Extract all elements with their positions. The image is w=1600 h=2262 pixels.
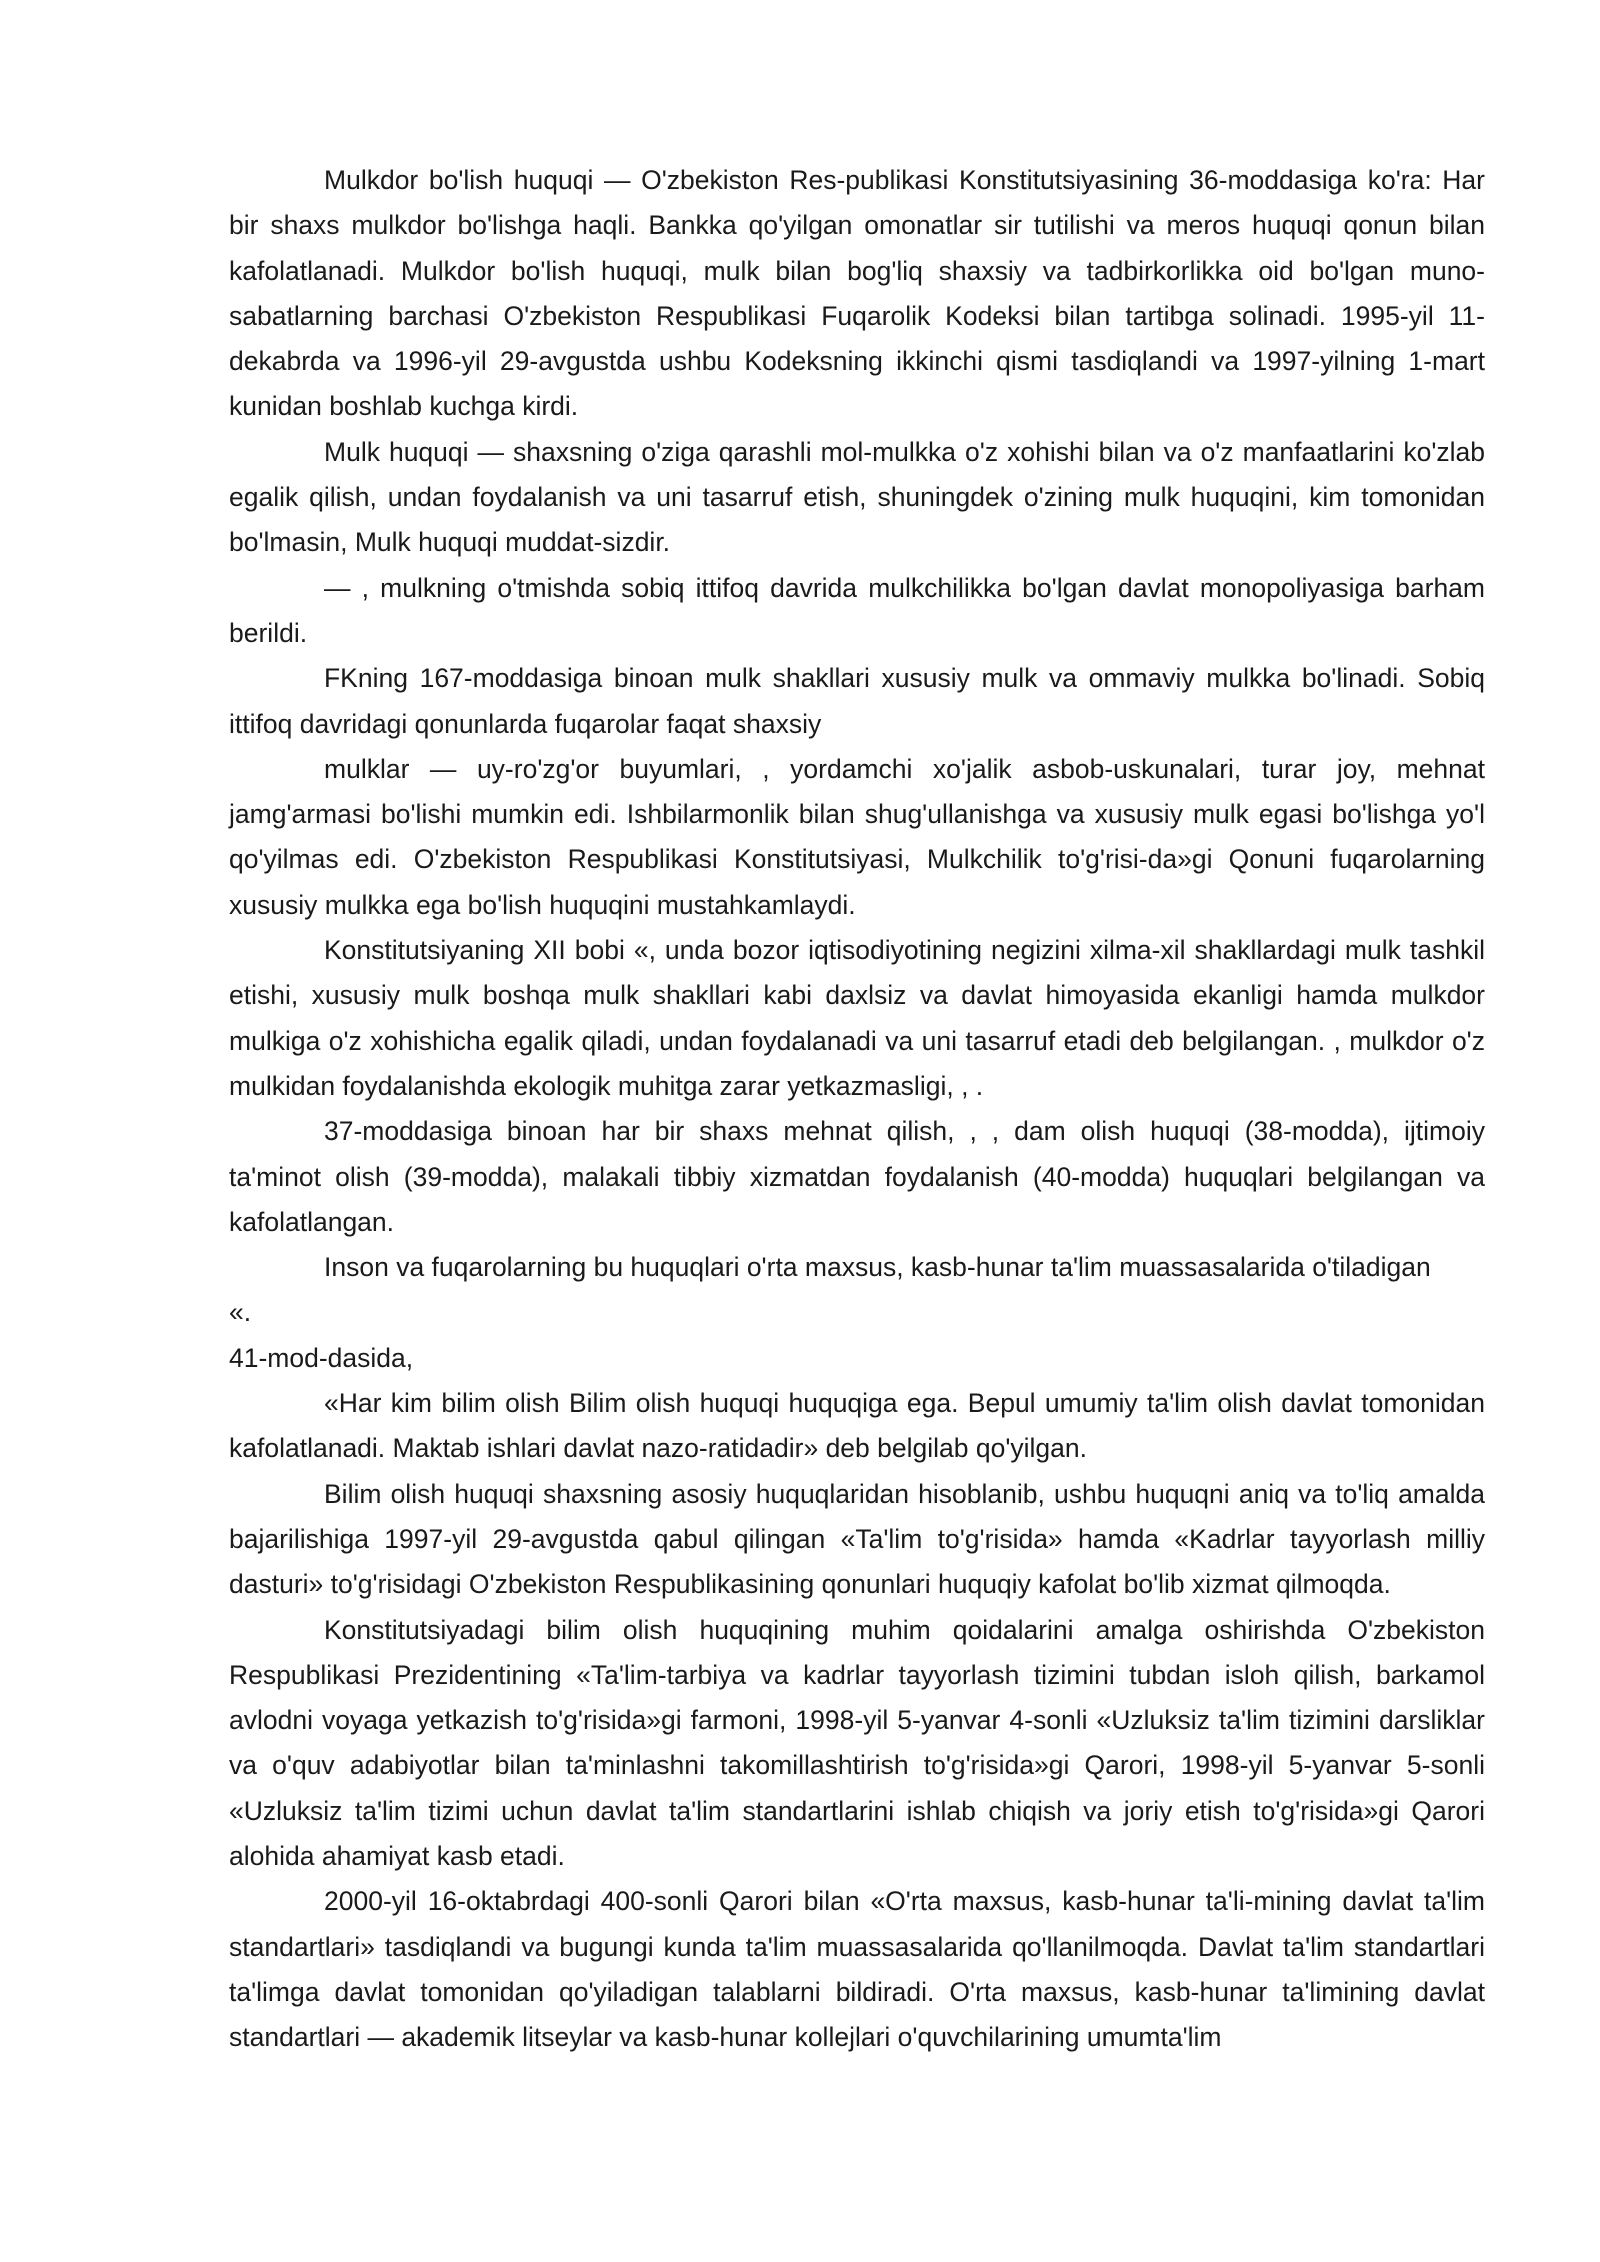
paragraph-standards-2000: 2000-yil 16-oktabrdagi 400-sonli Qarori bilan «O'rta maxsus, kasb-hunar ta'li-mining davlat ta'lim standartlari» tasdiqlandi va bugungi kunda ta'lim muassasalarida qo'llanilmoqda. Davlat ta'lim standartlari ta'limga davlat tomonidan qo'yiladigan talablarni bildiradi. O'rta maxsus, kasb-hunar ta'limining davlat standartlari — akademik litseylar va kasb-hunar kollejlari o'quvchilarining umumta'lim [229,1886,1485,2053]
paragraph-monopoly-abolished: — , mulkning o'tmishda sobiq ittifoq davrida mulkchilikka bo'lgan davlat monopoliyasiga barham berildi. [229,572,1485,648]
paragraph-personal-property: mulklar — uy-ro'zg'or buyumlari, , yordamchi xo'jalik asbob-uskunalari, turar joy, mehnat jamg'armasi bo'lishi mumkin edi. Ishbilarmonlik bilan shug'ullanishga va xususiy mulk egasi bo'lishga yo'l qo'yilmas edi. O'zbekiston Respublikasi Konstitutsiyasi, Mulkchilik to'g'risi-da»gi Qonuni fuqarolarning xususiy mulkka ega bo'lish huquqini mustahkamlaydi. [229,753,1485,920]
paragraph-fk-167: FKning 167-moddasiga binoan mulk shakllari xususiy mulk va ommaviy mulkka bo'linadi. Sobiq ittifoq davridagi qonunlarda fuqarolar faqat shaxsiy [229,663,1485,739]
document-page [229,158,1485,2060]
paragraph-presidential-decrees: Konstitutsiyadagi bilim olish huquqining muhim qoidalarini amalga oshirishda O'zbekiston Respublikasi Prezidentining «Ta'lim-tarbiya va kadrlar tayyorlash tizimini tubdan isloh qilish, barkamol avlodni voyaga yetkazish to'g'risida»gi farmoni, 1998-yil 5-yanvar 4-sonli «Uzluksiz ta'lim tizimini darsliklar va o'quv adabiyotlar bilan ta'minlashni takomillashtirish to'g'risida»gi Qarori, 1998-yil 5-yanvar 5-sonli «Uzluksiz ta'lim tizimi uchun davlat ta'lim standartlarini ishlab chiqish va joriy etish to'g'risida»gi Qarori alohida ahamiyat kasb etadi. [229,1614,1485,1871]
paragraph-ownership-right: Mulk huquqi — shaxsning o'ziga qarashli mol-mulkka o'z xohishi bilan va o'z manfaatlarini ko'zlab egalik qilish, undan foydalanish va uni tasarruf etish, shuningdek o'zining mulk huquqini, kim tomonidan bo'lmasin, Mulk huquqi muddat-sizdir. [229,436,1485,558]
paragraph-chapter-xii: Konstitutsiyaning XII bobi «, unda bozor iqtisodiyotining negizini xilma-xil shakllardagi mulk tashkil etishi, xususiy mulk boshqa mulk shakllari kabi daxlsiz va davlat himoyasida ekanligi hamda mulkdor mulkiga o'z xohishicha egalik qiladi, undan foydalanadi va uni tasarruf etadi deb belgilangan. , mulkdor o'z mulkidan foydalanishda ekologik muhitga zarar yetkazmasligi, , . [229,935,1485,1101]
paragraph-citizen-rights: Inson va fuqarolarning bu huquqlari o'rta maxsus, kasb-hunar ta'lim muassasalarida o'tiladigan [324,1252,1431,1283]
paragraph-article-41: 41-mod-dasida, [229,1342,414,1373]
paragraph-quote-mark: «. [229,1297,252,1328]
paragraph-education-right: «Har kim bilim olish Bilim olish huquqi huquqiga ega. Bepul umumiy ta'lim olish davlat tomonidan kafolatlanadi. Maktab ishlari davlat nazo-ratidadir» deb belgilab qo'yilgan. [229,1388,1485,1464]
paragraph-education-laws: Bilim olish huquqi shaxsning asosiy huquqlaridan hisoblanib, ushbu huquqni aniq va to'liq amalda bajarilishiga 1997-yil 29-avgustda qabul qilingan «Ta'lim to'g'risida» hamda «Kadrlar tayyorlash milliy dasturi» to'g'risidagi O'zbekiston Respublikasining qonunlari huquqiy kafolat bo'lib xizmat qilmoqda. [229,1478,1485,1600]
paragraph-article-37: 37-moddasiga binoan har bir shaxs mehnat qilish, , , dam olish huquqi (38-modda), ijtimoiy ta'minot olish (39-modda), malakali tibbiy xizmatdan foydalanish (40-modda) huquqlari belgilangan va kafolatlangan. [229,1116,1485,1237]
paragraph-property-right: Mulkdor bo'lish huquqi — O'zbekiston Res-publikasi Konstitutsiyasining 36-moddasiga ko'ra: Har bir shaxs mulkdor bo'lishga haqli. Bankka qo'yilgan omonatlar sir tutilishi va meros huquqi qonun bilan kafolatlanadi. Mulkdor bo'lish huquqi, mulk bilan bog'liq shaxsiy va tadbirkorlikka oid bo'lgan muno-sabatlarning barchasi O'zbekiston Respublikasi Fuqarolik Kodeksi bilan tartibga solinadi. 1995-yil 11-dekabrda va 1996-yil 29-avgustda ushbu Kodeksning ikkinchi qismi tasdiqlandi va 1997-yilning 1-mart kunidan boshlab kuchga kirdi. [229,165,1485,422]
